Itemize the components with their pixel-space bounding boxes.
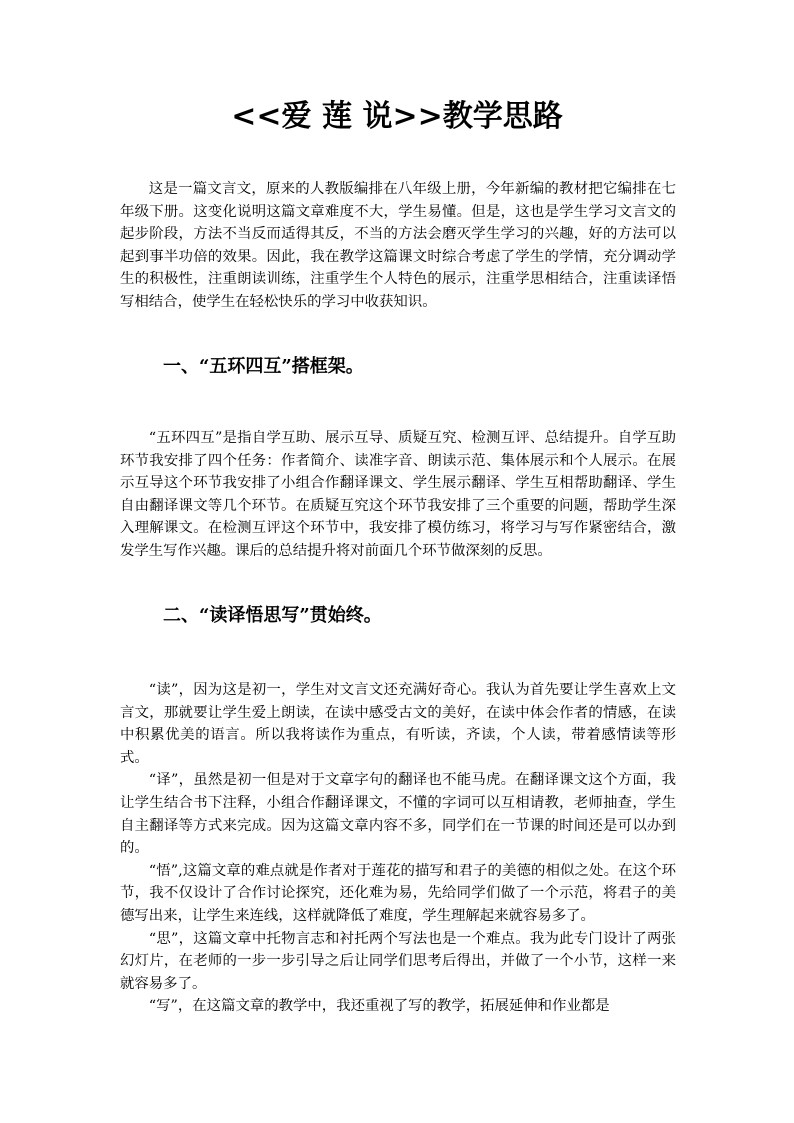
paragraph-read: “读”，因为这是初一，学生对文言文还充满好奇心。我认为首先要让学生喜欢上文言文，那就要让学生爱上朗读，在读中感受古文的美好，在读中体会作者的情感，在读中积累优美的语言。所以我将读作为重点，有听读，齐读，个人读，带着感情读等形式。 bbox=[120, 682, 676, 766]
paragraph: “五环四互”是指自学互助、展示互导、质疑互究、检测互评、总结提升。自学互助环节我安排了四个任务：作者简介、读准字音、朗读示范、集体展示和个人展示。在展示互导这个环节我安排了小组合作翻译课文、学生展示翻译、学生互相帮助翻译、学生自由翻译课文等几个环节。在质疑互究这个环节我安排了三个重要的问题，帮助学生深入理解课文。在检测互评这个环节中，我安排了模仿练习，将学习与写作紧密结合，激发学生写作兴趣。课后的总结提升将对前面几个环节做深刻的反思。 bbox=[120, 430, 676, 559]
document-title: <<爱 莲 说>>教学思路 bbox=[231, 99, 563, 134]
paragraph-think: “思”，这篇文章中托物言志和衬托两个写法也是一个难点。我为此专门设计了两张幻灯片，在老师的一步一步引导之后让同学们思考后得出，并做了一个小节，这样一来就容易多了。 bbox=[120, 930, 676, 992]
paragraph: 这是一篇文言文，原来的人教版编排在八年级上册，今年新编的教材把它编排在七年级下册。这变化说明这篇文章难度不大，学生易懂。但是，这也是学生学习文言文的起步阶段，方法不当反而适得其反，不当的方法会磨灭学生学习的兴趣，好的方法可以起到事半功倍的效果。因此，我在教学这篇课文时综合考虑了学生的学情，充分调动学生的积极性，注重朗读训练，注重学生个人特色的展示，注重学思相结合，注重读译悟写相结合，使学生在轻松快乐的学习中收获知识。 bbox=[120, 181, 676, 310]
section-body-2 bbox=[120, 679, 676, 1018]
intro-paragraph bbox=[120, 178, 676, 314]
paragraph-write: “写”，在这篇文章的教学中，我还重视了写的教学，拓展延伸和作业都是 bbox=[148, 998, 610, 1015]
section-heading-2: 二、“读译悟思写”贯始终。 bbox=[163, 605, 382, 626]
section-heading-1: 一、“五环四互”搭框架。 bbox=[163, 356, 364, 377]
paragraph-understand: “悟”,这篇文章的难点就是作者对于莲花的描写和君子的美德的相似之处。在这个环节，我不仅设计了合作讨论探究，还化难为易，先给同学们做了一个示范，将君子的美德写出来，让学生来连线，这样就降低了难度，学生理解起来就容易多了。 bbox=[120, 862, 676, 924]
paragraph-translate: “译”，虽然是初一但是对于文章字句的翻译也不能马虎。在翻译课文这个方面，我让学生结合书下注释，小组合作翻译课文，不懂的字词可以互相请教，老师抽查，学生自主翻译等方式来完成。因为这篇文章内容不多，同学们在一节课的时间还是可以办到的。 bbox=[120, 772, 676, 857]
section-body-1 bbox=[120, 427, 676, 563]
